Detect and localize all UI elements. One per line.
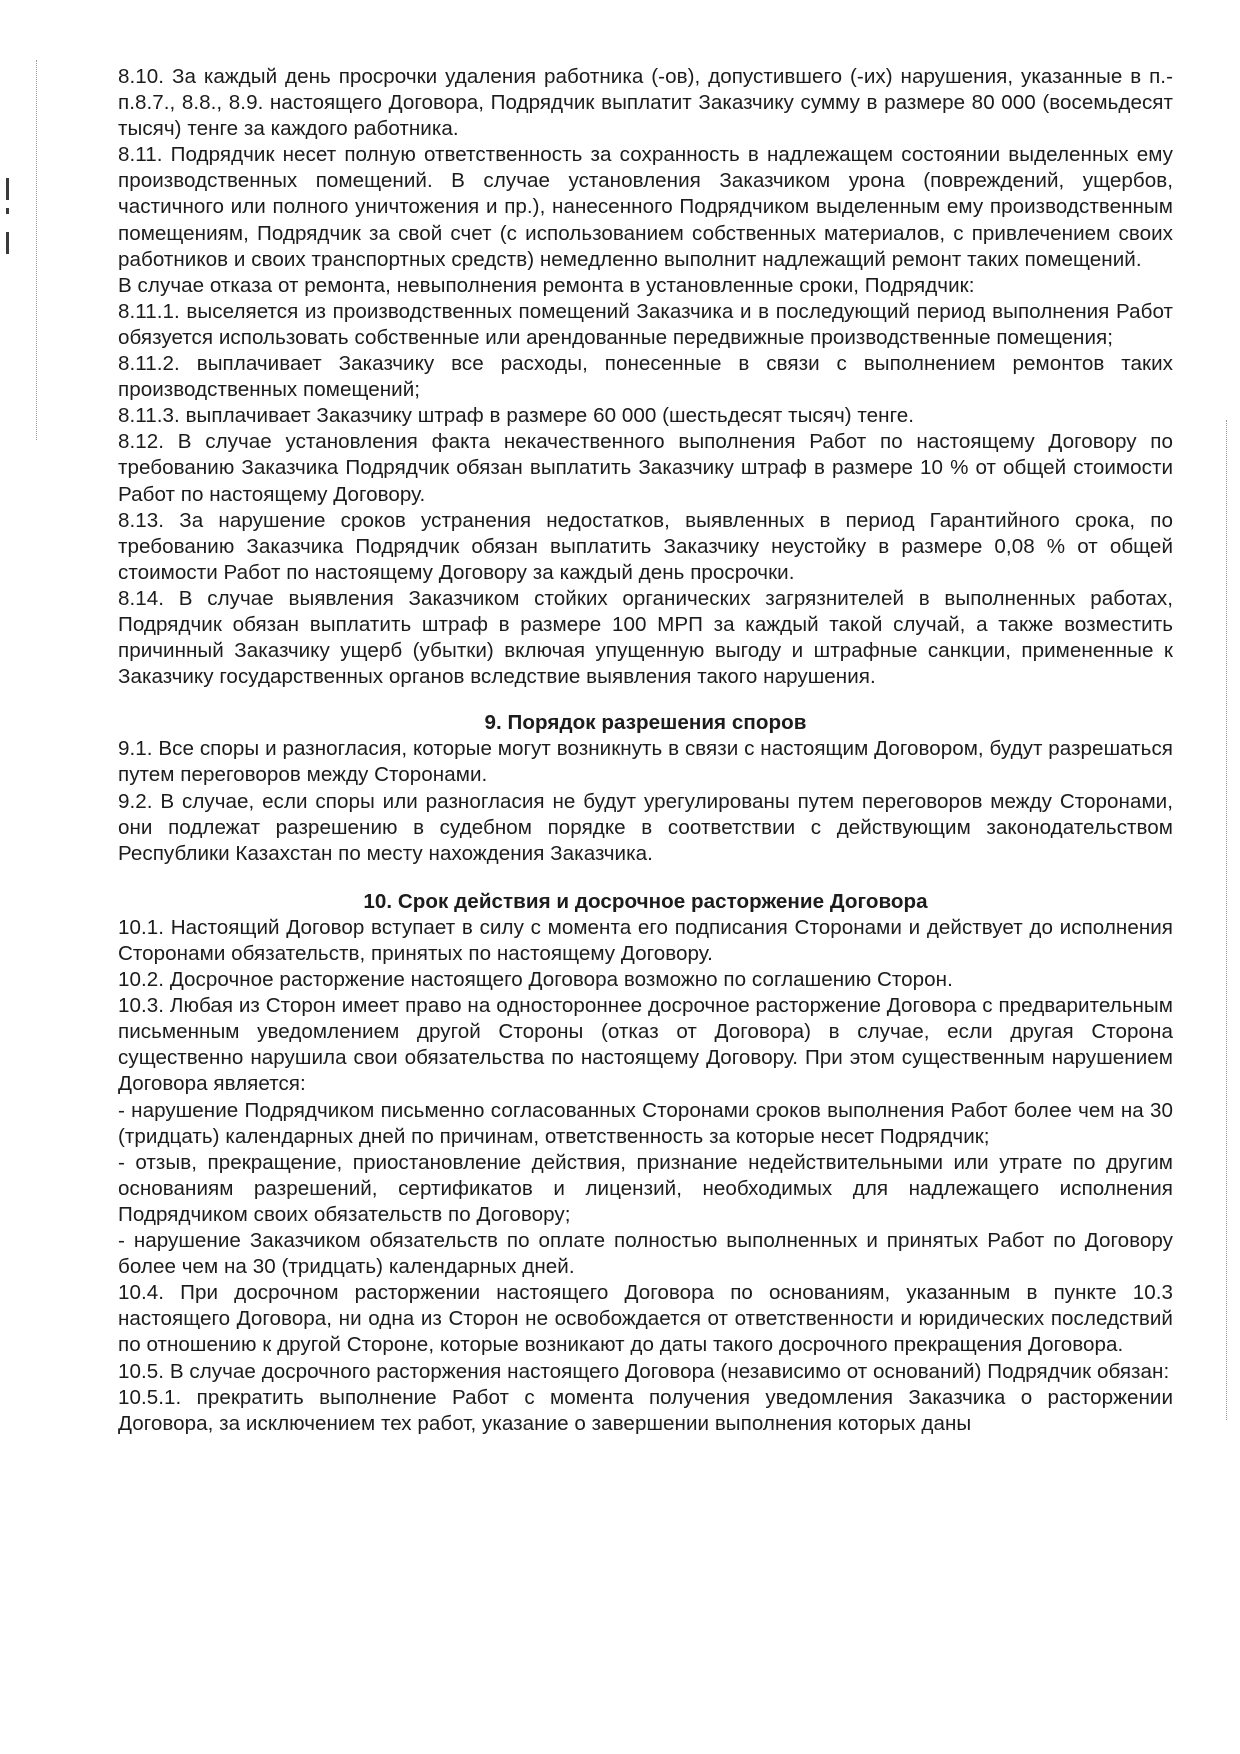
section-9: [118, 710, 1173, 867]
paragraph: 8.14. В случае выявления Заказчиком стойких органических загрязнителей в выполненных работах, Подрядчик обязан выплатить штраф в размере 100 МРП за каждый такой случай, а также возместить причинный Заказчику ущерб (убытки) включая упущенную выгоду и штрафные санкции, примененные к Заказчику государственных органов вследствие выявления такого нарушения.: [118, 586, 1173, 689]
section-8-continued: [118, 64, 1173, 690]
paragraph: 8.11.2. выплачивает Заказчику все расходы, понесенные в связи с выполнением ремонтов таких производственных помещений;: [118, 352, 1173, 402]
paragraph: 8.11.3. выплачивает Заказчику штраф в размере 60 000 (шестьдесят тысяч) тенге.: [118, 404, 914, 428]
paragraph: 10.1. Настоящий Договор вступает в силу с момента его подписания Сторонами и действует до исполнения Сторонами обязательств, принятых по настоящему Договору.: [118, 915, 1173, 965]
paragraph: 10.4. При досрочном расторжении настоящего Договора по основаниям, указанным в пункте 10.3 настоящего Договора, ни одна из Сторон не освобождается от ответственности и юридических последствий по отношению к другой Стороне, которые возникают до даты такого досрочного прекращения Договора.: [118, 1281, 1173, 1357]
paragraph: 9.1. Все споры и разногласия, которые могут возникнуть в связи с настоящим Договором, будут разрешаться путем переговоров между Сторонами.: [118, 737, 1173, 787]
paragraph: 8.13. За нарушение сроков устранения недостатков, выявленных в период Гарантийного срока, по требованию Заказчика Подрядчик обязан выплатить Заказчику неустойку в размере 0,08 % от общей стоимости Работ по настоящему Договору за каждый день просрочки.: [118, 508, 1173, 584]
paragraph: 10.2. Досрочное расторжение настоящего Договора возможно по соглашению Сторон.: [118, 968, 953, 992]
paragraph: 8.10. За каждый день просрочки удаления работника (-ов), допустившего (-их) нарушения, указанные в п.-п.8.7., 8.8., 8.9. настоящего Договора, Подрядчик выплатит Заказчику сумму в размере 80 000 (восемьдесят тысяч) тенге за каждого работника.: [118, 65, 1173, 141]
scan-artifact-dotted-line: [36, 60, 37, 440]
paragraph: 10.5. В случае досрочного расторжения настоящего Договора (независимо от оснований) Подрядчик обязан:: [118, 1359, 1170, 1383]
paragraph: - нарушение Заказчиком обязательств по оплате полностью выполненных и принятых Работ по Договору более чем на 30 (тридцать) календарных дней.: [118, 1229, 1173, 1279]
paragraph: В случае отказа от ремонта, невыполнения ремонта в установленные сроки, Подрядчик:: [118, 273, 975, 297]
paragraph: - нарушение Подрядчиком письменно согласованных Сторонами сроков выполнения Работ более чем на 30 (тридцать) календарных дней по причинам, ответственность за которые несет Подрядчик;: [118, 1098, 1173, 1148]
paragraph: - отзыв, прекращение, приостановление действия, признание недействительными или утрате по другим основаниям разрешений, сертификатов и лицензий, необходимых для надлежащего исполнения Подрядчиком своих обязательств по Договору;: [118, 1150, 1173, 1226]
section-heading: 10. Срок действия и досрочное расторжение Договора: [363, 889, 928, 913]
paragraph: 10.3. Любая из Сторон имеет право на одностороннее досрочное расторжение Договора с предварительным письменным уведомлением другой Стороны (отказ от Договора) в случае, если другая Сторона существенно нарушила свои обязательства по настоящему Договору. При этом существенным нарушением Договора является:: [118, 994, 1173, 1096]
scan-artifact-mark: [6, 208, 9, 214]
scan-artifact-mark: [6, 178, 9, 200]
section-10: [118, 889, 1173, 1437]
section-heading: 9. Порядок разрешения споров: [484, 711, 807, 735]
paragraph: 8.12. В случае установления факта некачественного выполнения Работ по настоящему Договору по требованию Заказчика Подрядчик обязан выплатить Заказчику штраф в размере 10 % от общей стоимости Работ по настоящему Договору.: [118, 430, 1173, 506]
spacer: [118, 690, 1173, 710]
spacer: [118, 867, 1173, 889]
document-page: [118, 64, 1173, 1437]
paragraph: 8.11.1. выселяется из производственных помещений Заказчика и в последующий период выполнения Работ обязуется использовать собственные или арендованные передвижные производственные помещения;: [118, 299, 1173, 349]
paragraph: 10.5.1. прекратить выполнение Работ с момента получения уведомления Заказчика о расторжении Договора, за исключением тех работ, указание о завершении выполнения которых даны: [118, 1385, 1173, 1435]
paragraph: 8.11. Подрядчик несет полную ответственность за сохранность в надлежащем состоянии выделенных ему производственных помещений. В случае установления Заказчиком урона (повреждений, ущербов, частичного или полного уничтожения и пр.), нанесенного Подрядчиком выделенным ему производственным помещениям, Подрядчик за свой счет (с использованием собственных материалов, с привлечением своих работников и своих транспортных средств) немедленно выполнит надлежащий ремонт таких помещений.: [118, 143, 1173, 271]
scan-artifact-dotted-line: [1226, 420, 1227, 1420]
scan-artifact-mark: [6, 232, 9, 254]
paragraph: 9.2. В случае, если споры или разногласия не будут урегулированы путем переговоров между Сторонами, они подлежат разрешению в судебном порядке в соответствии с действующим законодательством Республики Казахстан по месту нахождения Заказчика.: [118, 789, 1173, 865]
